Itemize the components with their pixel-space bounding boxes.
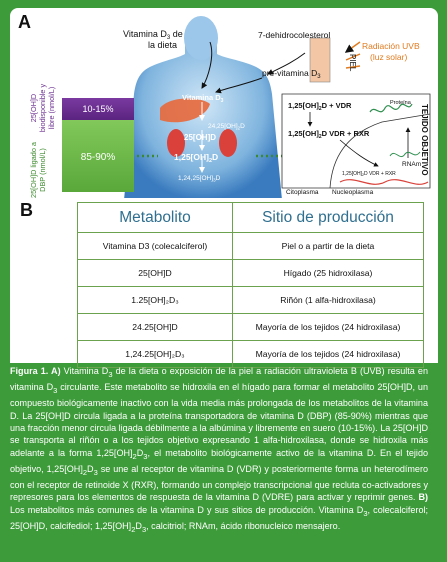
rnam-label: RNAm — [402, 161, 422, 168]
svg-text:25[OH]D: 25[OH]D — [29, 93, 38, 123]
metabolite-cell: 1,24.25[OH]₂D₃ — [78, 341, 233, 368]
cytoplasm-label: Citoplasma — [286, 189, 319, 196]
m24-label: $24,25[OH]_2D$ — [208, 123, 245, 131]
vdr-label-1: $1,25[OH]_2D$ + VDR — [288, 101, 352, 112]
site-cell: Mayoría de los tejidos (24 hidroxilasa) — [233, 341, 424, 368]
metabolite-cell: Vitamina D3 (colecalciferol) — [78, 233, 233, 260]
metabolite-cell: 25[OH]D — [78, 260, 233, 287]
diet-label: Vitamina $D_3$ de — [123, 29, 183, 41]
bound-fraction-value: 85-90% — [80, 152, 116, 163]
nucleoplasm-label: Nucleoplasma — [332, 189, 374, 196]
vdr-label-2: $1,25[OH]_2D$ VDR + RXR — [288, 129, 370, 140]
diet-label-2: la dieta — [148, 40, 178, 50]
piel-label: PIEL — [348, 54, 357, 72]
svg-text:libre (nmol/L): libre (nmol/L) — [47, 86, 56, 130]
figure-caption: Figura 1. A) Vitamina $D_3$ de la dieta o exposición de la piel a radiación ultravioleta B (UVB) resulta en vitamina $D_3$ circulante. Este metabolito se hidroxila en el hígado para formar el metabolito 25[OH]D, un compuesto biológicamente inactivo con la vida media más prolongada de los metabolitos de la vitamina D. La 25[OH]D circula ligada a la proteína transportadora de vitamina D (DBP) (85-90%) mientras que una fracción menor circula ligada débilmente a la albúmina y libremente en suero (10-15%). La 25[OH]D se transporta al riñón o a los tejidos objetivo expresando 1 alfa-hidroxilasa, donde se hidroxila más adelante a la forma $1,25[OH]_2D_3$, el metabolito biológicamente activo de la vitamina D. En el tejido objetivo, $1,25[OH]_2D_3$ se une al receptor de vitamina D (VDR) y posteriormente forma un heterodímero con el receptor de retinoide X (RXR), formando un complejo transcripcional que recluta co-activadores y represores para los elementos de respuesta de la vitamina D (VDRE) para activar y reprimir genes. B) Los metabolitos más comunes de la vitamina D y sus sitios de producción. Vitamina $D_3$, colecalciferol; 25[OH]D, calcifediol; $1,25[OH]_2D_3$, calcitriol; RNAm, ácido ribonucleico mensajero. — [10, 366, 429, 534]
site-cell: Mayoría de los tejidos (24 hidroxilasa) — [233, 314, 424, 341]
vdr-label-3: $1,25[OH]_2D$ VDR + RXR — [342, 171, 396, 177]
site-cell: Piel o a partir de la dieta — [233, 233, 424, 260]
table-row — [78, 233, 424, 260]
svg-text:25[OH]D ligado a: 25[OH]D ligado a — [29, 142, 38, 198]
site-cell: Riñón (1 alfa-hidroxilasa) — [233, 287, 424, 314]
table-row — [78, 260, 424, 287]
svg-text:biodisponible y: biodisponible y — [38, 83, 47, 133]
free-fraction-label — [29, 84, 56, 133]
protein-label: Proteína — [390, 100, 411, 106]
caption-label: Figura 1. A) — [10, 366, 61, 376]
table-row — [78, 287, 424, 314]
m25-label: 25[OH]D — [184, 133, 217, 142]
target-cell — [282, 94, 430, 196]
table-header-row — [78, 203, 424, 233]
bound-fraction-label — [29, 141, 47, 198]
kidney-right — [219, 129, 237, 157]
panel-a — [10, 8, 438, 200]
table-row — [78, 314, 424, 341]
header-metabolito: Metabolito — [78, 203, 233, 233]
metabolite-cell: 24.25[OH]D — [78, 314, 233, 341]
svg-text:DBP (nmol/L): DBP (nmol/L) — [38, 148, 47, 192]
vitamin-d-diagram — [10, 8, 438, 200]
panel-b — [10, 198, 438, 363]
uvb-label: Radiación UVB — [362, 41, 420, 51]
uvb-label-2: (luz solar) — [370, 52, 408, 62]
metabolite-cell: 1.25[OH]₂D₃ — [78, 287, 233, 314]
vitd3-body-label: Vitamina $D_3$ — [182, 93, 224, 104]
free-fraction-value: 10-15% — [82, 104, 114, 114]
site-cell: Hígado (25 hidroxilasa) — [233, 260, 424, 287]
table-row — [78, 341, 424, 368]
header-sitio: Sitio de producción — [233, 203, 424, 233]
previtd-label: pre-vitamina $D_3$ — [262, 68, 321, 80]
m124-label: $1,24,25[OH]_3D$ — [178, 175, 221, 183]
m125-label: $1,25[OH]_2D$ — [174, 152, 219, 164]
target-tissue-label: TEJIDO OBJETIVO — [420, 104, 429, 176]
dehydro-label: 7-dehidrocolesterol — [258, 30, 331, 40]
caption-label-b: B) — [418, 492, 429, 503]
panel-a-letter: A — [18, 12, 31, 32]
panel-b-letter: B — [20, 200, 33, 220]
metabolite-table — [77, 202, 424, 368]
